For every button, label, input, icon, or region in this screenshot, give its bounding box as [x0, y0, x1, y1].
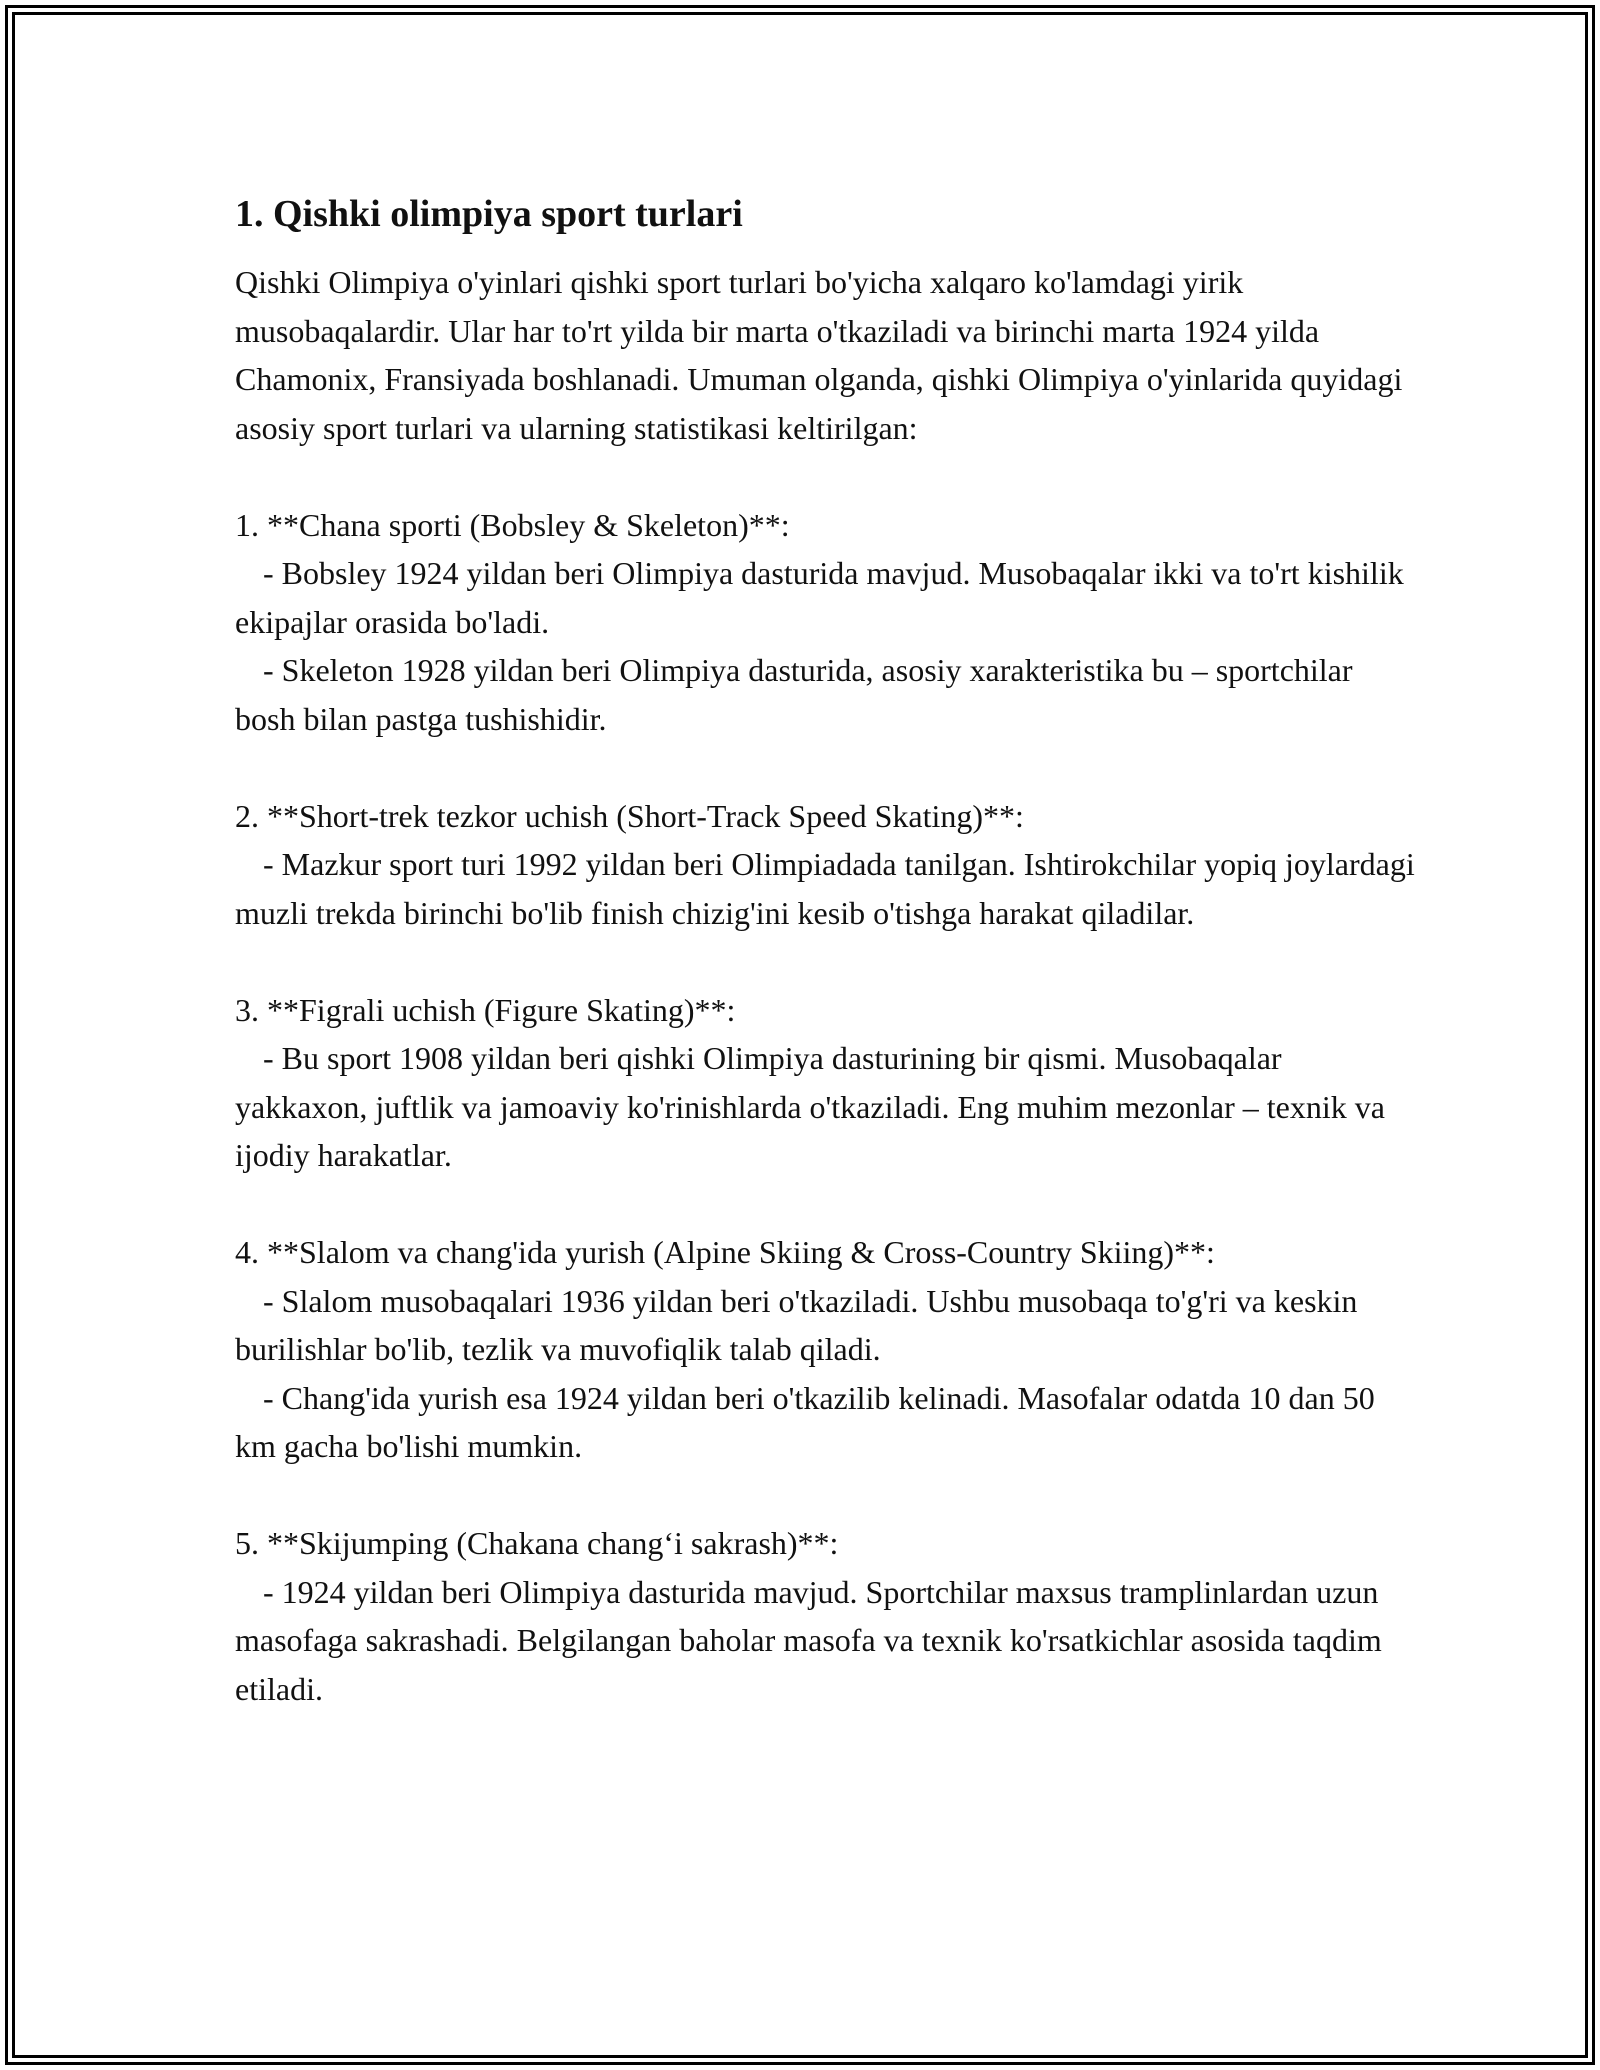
section-heading: 2. **Short-trek tezkor uchish (Short-Track Speed Skating)**:: [235, 797, 1024, 834]
section-figure-skating: [235, 986, 1415, 1180]
section-bullet: - Slalom musobaqalari 1936 yildan beri o'tkaziladi. Ushbu musobaqa to'g'ri va keskin burilishlar bo'lib, tezlik va muvofiqlik talab qiladi.: [235, 1282, 1358, 1367]
spacer: [235, 743, 1415, 792]
section-bullet: - Mazkur sport turi 1992 yildan beri Olimpiadada tanilgan. Ishtirokchilar yopiq joylardagi muzli trekda birinchi bo'lib finish chizig'ini kesib o'tishga harakat qiladilar.: [235, 846, 1415, 931]
intro-paragraph: Qishki Olimpiya o'yinlari qishki sport turlari bo'yicha xalqaro ko'lamdagi yirik musobaqalardir. Ular har to'rt yilda bir marta o'tkaziladi va birinchi marta 1924 yilda Chamonix, Fransiyada boshlanadi. Umuman olganda, qishki Olimpiya o'yinlarida quyidagi asosiy sport turlari va ularning statistikasi keltirilgan:: [235, 264, 1403, 446]
section-heading: 1. **Chana sporti (Bobsley & Skeleton)**:: [235, 506, 790, 543]
section-bullet: - Chang'ida yurish esa 1924 yildan beri o'tkazilib kelinadi. Masofalar odatda 10 dan 50 km gacha bo'lishi mumkin.: [235, 1379, 1375, 1464]
section-bullet: - Bobsley 1924 yildan beri Olimpiya dasturida mavjud. Musobaqalar ikki va to'rt kishilik ekipajlar orasida bo'ladi.: [235, 555, 1404, 640]
section-skiing: [235, 1228, 1415, 1471]
section-short-track: [235, 792, 1415, 938]
section-bobsley-skeleton: [235, 501, 1415, 744]
section-heading: 4. **Slalom va chang'ida yurish (Alpine Skiing & Cross-Country Skiing)**:: [235, 1234, 1215, 1270]
document-title: 1. Qishki olimpiya sport turlari: [235, 193, 743, 235]
document-body: [235, 188, 1415, 1713]
spacer: [235, 937, 1415, 986]
section-bullet: - Bu sport 1908 yildan beri qishki Olimpiya dasturining bir qismi. Musobaqalar yakkaxon, juftlik va jamoaviy ko'rinishlarda o'tkaziladi. Eng muhim mezonlar – texnik va ijodiy harakatlar.: [235, 1040, 1385, 1173]
section-heading: 5. **Skijumping (Chakana chang‘i sakrash)**:: [235, 1525, 839, 1561]
spacer: [235, 1180, 1415, 1229]
section-heading: 3. **Figrali uchish (Figure Skating)**:: [235, 991, 736, 1028]
section-ski-jumping: [235, 1519, 1415, 1713]
spacer: [235, 1471, 1415, 1520]
section-bullet: - Skeleton 1928 yildan beri Olimpiya dasturida, asosiy xarakteristika bu – sportchilar bosh bilan pastga tushishidir.: [235, 652, 1353, 737]
section-bullet: - 1924 yildan beri Olimpiya dasturida mavjud. Sportchilar maxsus tramplinlardan uzun masofaga sakrashadi. Belgilangan baholar masofa va texnik ko'rsatkichlar asosida taqdim etiladi.: [235, 1573, 1382, 1707]
spacer: [235, 452, 1415, 501]
